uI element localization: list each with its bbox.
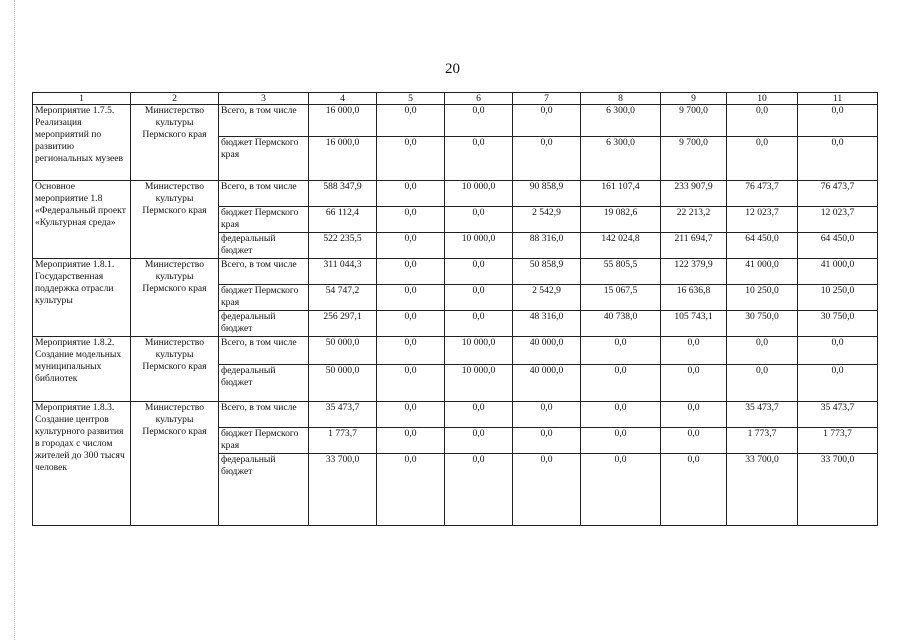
value-cell: 0,0 xyxy=(377,207,445,233)
value-cell: 10 000,0 xyxy=(445,181,513,207)
value-cell: 0,0 xyxy=(445,402,513,428)
value-cell: 522 235,5 xyxy=(309,233,377,259)
value-cell: 0,0 xyxy=(727,137,798,181)
value-cell: 50 000,0 xyxy=(309,365,377,402)
value-cell: 33 700,0 xyxy=(798,454,878,526)
value-cell: 66 112,4 xyxy=(309,207,377,233)
ministry-cell: Министерство культуры Пермского края xyxy=(131,181,219,259)
value-cell: 0,0 xyxy=(377,365,445,402)
value-cell: 76 473,7 xyxy=(798,181,878,207)
value-cell: 0,0 xyxy=(445,207,513,233)
value-cell: 16 000,0 xyxy=(309,105,377,137)
value-cell: 0,0 xyxy=(377,181,445,207)
value-cell: 0,0 xyxy=(581,454,661,526)
value-cell: 10 000,0 xyxy=(445,365,513,402)
value-cell: 0,0 xyxy=(377,311,445,337)
value-cell: 0,0 xyxy=(661,454,727,526)
value-cell: 0,0 xyxy=(581,428,661,454)
value-cell: 41 000,0 xyxy=(798,259,878,285)
value-cell: 211 694,7 xyxy=(661,233,727,259)
value-cell: 41 000,0 xyxy=(727,259,798,285)
column-header: 5 xyxy=(377,93,445,105)
value-cell: 35 473,7 xyxy=(727,402,798,428)
value-cell: 0,0 xyxy=(445,428,513,454)
value-cell: 22 213,2 xyxy=(661,207,727,233)
value-cell: 64 450,0 xyxy=(798,233,878,259)
table-row xyxy=(33,181,878,207)
value-cell: 311 044,3 xyxy=(309,259,377,285)
page-number: 20 xyxy=(445,61,460,77)
value-cell: 0,0 xyxy=(377,105,445,137)
value-cell: 0,0 xyxy=(727,337,798,365)
value-cell: 0,0 xyxy=(513,137,581,181)
value-cell: 30 750,0 xyxy=(727,311,798,337)
value-cell: 1 773,7 xyxy=(798,428,878,454)
activity-cell: Мероприятие 1.8.1. Государственная поддержка отрасли культуры xyxy=(33,259,131,337)
value-cell: 0,0 xyxy=(798,137,878,181)
funding-source-cell: Всего, в том числе xyxy=(219,181,309,207)
value-cell: 35 473,7 xyxy=(309,402,377,428)
value-cell: 0,0 xyxy=(377,285,445,311)
value-cell: 0,0 xyxy=(513,428,581,454)
funding-source-cell: Всего, в том числе xyxy=(219,402,309,428)
value-cell: 256 297,1 xyxy=(309,311,377,337)
value-cell: 0,0 xyxy=(377,137,445,181)
value-cell: 0,0 xyxy=(513,402,581,428)
column-header: 4 xyxy=(309,93,377,105)
value-cell: 588 347,9 xyxy=(309,181,377,207)
value-cell: 76 473,7 xyxy=(727,181,798,207)
value-cell: 0,0 xyxy=(798,337,878,365)
value-cell: 19 082,6 xyxy=(581,207,661,233)
value-cell: 6 300,0 xyxy=(581,137,661,181)
value-cell: 0,0 xyxy=(727,365,798,402)
value-cell: 0,0 xyxy=(377,337,445,365)
value-cell: 30 750,0 xyxy=(798,311,878,337)
value-cell: 233 907,9 xyxy=(661,181,727,207)
value-cell: 0,0 xyxy=(377,233,445,259)
value-cell: 0,0 xyxy=(727,105,798,137)
funding-source-cell: бюджет Пермского края xyxy=(219,137,309,181)
table-row xyxy=(33,402,878,428)
value-cell: 16 000,0 xyxy=(309,137,377,181)
value-cell: 35 473,7 xyxy=(798,402,878,428)
value-cell: 2 542,9 xyxy=(513,285,581,311)
value-cell: 0,0 xyxy=(377,428,445,454)
funding-source-cell: бюджет Пермского края xyxy=(219,428,309,454)
value-cell: 0,0 xyxy=(445,137,513,181)
column-header: 6 xyxy=(445,93,513,105)
table-row xyxy=(33,337,878,365)
value-cell: 0,0 xyxy=(513,454,581,526)
column-header: 9 xyxy=(661,93,727,105)
funding-source-cell: федеральный бюджет xyxy=(219,233,309,259)
table-row xyxy=(33,259,878,285)
funding-source-cell: федеральный бюджет xyxy=(219,365,309,402)
value-cell: 16 636,8 xyxy=(661,285,727,311)
value-cell: 50 858,9 xyxy=(513,259,581,285)
funding-source-cell: бюджет Пермского края xyxy=(219,207,309,233)
value-cell: 50 000,0 xyxy=(309,337,377,365)
value-cell: 10 000,0 xyxy=(445,337,513,365)
scan-edge xyxy=(14,0,15,640)
activity-cell: Основное мероприятие 1.8 «Федеральный проект «Культурная среда» xyxy=(33,181,131,259)
value-cell: 0,0 xyxy=(661,428,727,454)
value-cell: 40 738,0 xyxy=(581,311,661,337)
value-cell: 9 700,0 xyxy=(661,137,727,181)
value-cell: 0,0 xyxy=(581,337,661,365)
column-header: 2 xyxy=(131,93,219,105)
value-cell: 0,0 xyxy=(445,285,513,311)
value-cell: 0,0 xyxy=(581,402,661,428)
funding-source-cell: бюджет Пермского края xyxy=(219,285,309,311)
value-cell: 0,0 xyxy=(798,105,878,137)
value-cell: 12 023,7 xyxy=(798,207,878,233)
value-cell: 1 773,7 xyxy=(727,428,798,454)
value-cell: 0,0 xyxy=(798,365,878,402)
value-cell: 10 250,0 xyxy=(727,285,798,311)
ministry-cell: Министерство культуры Пермского края xyxy=(131,259,219,337)
value-cell: 88 316,0 xyxy=(513,233,581,259)
value-cell: 33 700,0 xyxy=(727,454,798,526)
ministry-cell: Министерство культуры Пермского края xyxy=(131,105,219,181)
value-cell: 0,0 xyxy=(581,365,661,402)
value-cell: 0,0 xyxy=(661,365,727,402)
value-cell: 0,0 xyxy=(445,259,513,285)
budget-table xyxy=(32,92,878,526)
value-cell: 9 700,0 xyxy=(661,105,727,137)
value-cell: 12 023,7 xyxy=(727,207,798,233)
value-cell: 10 000,0 xyxy=(445,233,513,259)
value-cell: 0,0 xyxy=(661,337,727,365)
column-header: 8 xyxy=(581,93,661,105)
value-cell: 10 250,0 xyxy=(798,285,878,311)
value-cell: 0,0 xyxy=(377,454,445,526)
column-header: 10 xyxy=(727,93,798,105)
column-header: 7 xyxy=(513,93,581,105)
value-cell: 161 107,4 xyxy=(581,181,661,207)
header-row xyxy=(33,93,878,105)
value-cell: 48 316,0 xyxy=(513,311,581,337)
value-cell: 0,0 xyxy=(661,402,727,428)
funding-source-cell: Всего, в том числе xyxy=(219,259,309,285)
value-cell: 54 747,2 xyxy=(309,285,377,311)
funding-source-cell: Всего, в том числе xyxy=(219,105,309,137)
value-cell: 90 858,9 xyxy=(513,181,581,207)
ministry-cell: Министерство культуры Пермского края xyxy=(131,402,219,526)
value-cell: 15 067,5 xyxy=(581,285,661,311)
value-cell: 105 743,1 xyxy=(661,311,727,337)
value-cell: 40 000,0 xyxy=(513,337,581,365)
table-row xyxy=(33,105,878,137)
value-cell: 0,0 xyxy=(445,311,513,337)
ministry-cell: Министерство культуры Пермского края xyxy=(131,337,219,402)
column-header: 3 xyxy=(219,93,309,105)
value-cell: 40 000,0 xyxy=(513,365,581,402)
value-cell: 0,0 xyxy=(513,105,581,137)
funding-source-cell: федеральный бюджет xyxy=(219,454,309,526)
value-cell: 55 805,5 xyxy=(581,259,661,285)
activity-cell: Мероприятие 1.7.5. Реализация мероприятий по развитию региональных музеев xyxy=(33,105,131,181)
value-cell: 0,0 xyxy=(377,402,445,428)
value-cell: 2 542,9 xyxy=(513,207,581,233)
funding-source-cell: федеральный бюджет xyxy=(219,311,309,337)
activity-cell: Мероприятие 1.8.2. Создание модельных муниципальных библиотек xyxy=(33,337,131,402)
value-cell: 33 700,0 xyxy=(309,454,377,526)
column-header: 11 xyxy=(798,93,878,105)
column-header: 1 xyxy=(33,93,131,105)
value-cell: 0,0 xyxy=(377,259,445,285)
value-cell: 6 300,0 xyxy=(581,105,661,137)
value-cell: 0,0 xyxy=(445,454,513,526)
funding-source-cell: Всего, в том числе xyxy=(219,337,309,365)
value-cell: 122 379,9 xyxy=(661,259,727,285)
activity-cell: Мероприятие 1.8.3. Создание центров культурного развития в городах с числом жителей до 300 тысяч человек xyxy=(33,402,131,526)
value-cell: 64 450,0 xyxy=(727,233,798,259)
value-cell: 1 773,7 xyxy=(309,428,377,454)
value-cell: 0,0 xyxy=(445,105,513,137)
value-cell: 142 024,8 xyxy=(581,233,661,259)
